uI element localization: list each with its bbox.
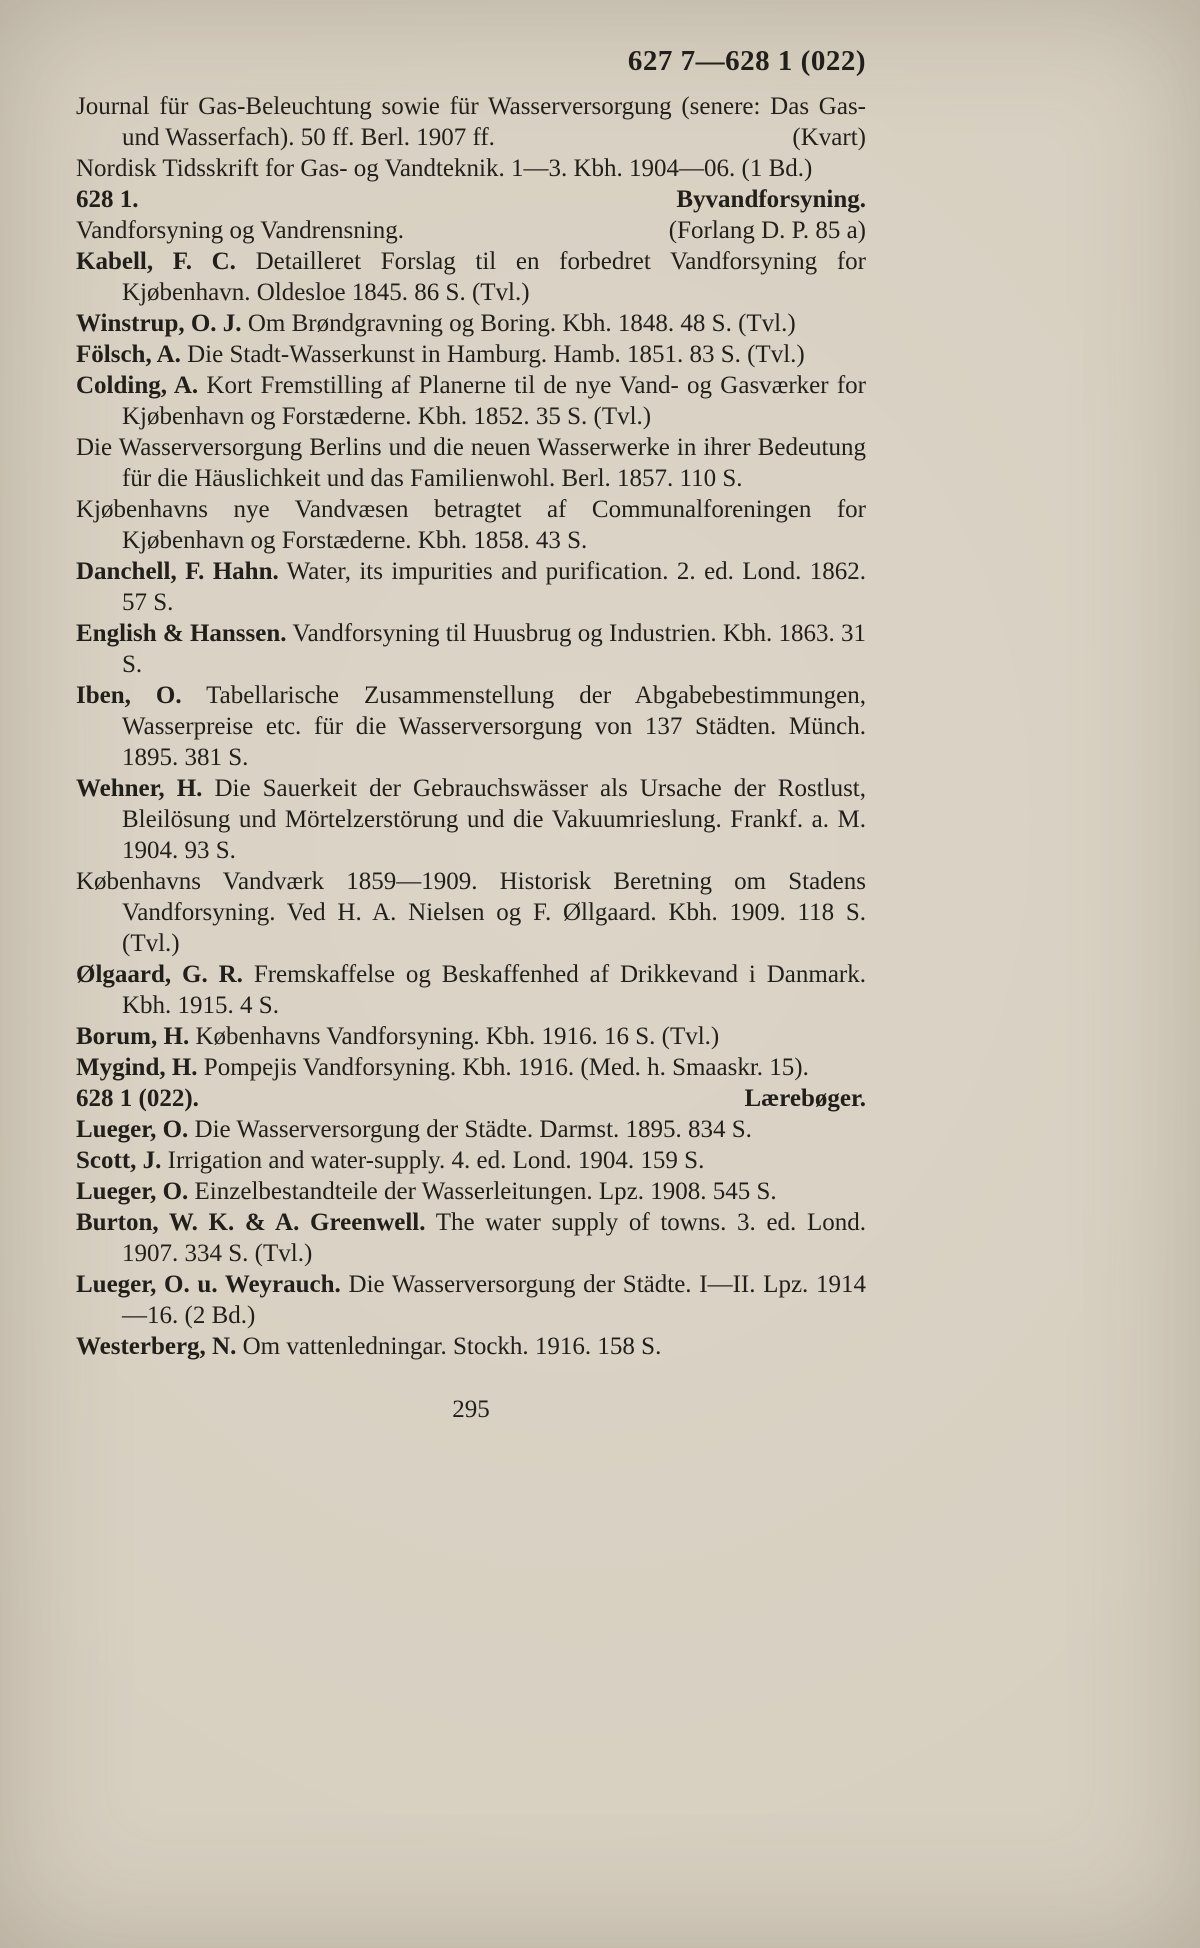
bibliography-entry bbox=[76, 1021, 866, 1052]
entry-text: Detailleret Forslag til en forbedret Vandforsyning for Kjøbenhavn. Oldesloe 1845. 86 S. (Tvl.) bbox=[122, 248, 866, 306]
bibliography-entry bbox=[76, 618, 866, 680]
bibliography-entry bbox=[76, 153, 866, 184]
bibliography-entry bbox=[76, 1269, 866, 1331]
entry-text: Kjøbenhavns nye Vandvæsen betragtet af Communalforeningen for Kjøbenhavn og Forstæderne. Kbh. 1858. 43 S. bbox=[76, 496, 866, 554]
entry-author: Fölsch, A. bbox=[76, 341, 181, 368]
bibliography-entry bbox=[76, 370, 866, 432]
entry-text: Die Sauerkeit der Gebrauchswässer als Ursache der Rostlust, Bleilösung und Mörtelzerstörung und die Vakuumrieslung. Frankf. a. M. 1904. 93 S. bbox=[122, 775, 866, 864]
bibliography-entry bbox=[76, 1176, 866, 1207]
entry-text: Vandforsyning til Huusbrug og Industrien. Kbh. 1863. 31 S. bbox=[122, 620, 866, 678]
section-heading bbox=[76, 1083, 866, 1114]
entry-author: Iben, O. bbox=[76, 682, 182, 709]
section-number: 628 1 (022). bbox=[76, 1085, 199, 1112]
bibliography-entry bbox=[76, 1052, 866, 1083]
entry-tag: (Kvart) bbox=[792, 124, 866, 151]
bibliography-entry bbox=[76, 432, 866, 494]
entry-author: Westerberg, N. bbox=[76, 1333, 237, 1360]
bibliography-entry bbox=[76, 773, 866, 866]
bibliography-entry bbox=[76, 339, 866, 370]
bibliography-list bbox=[76, 91, 866, 1362]
entry-author: Mygind, H. bbox=[76, 1054, 198, 1081]
bibliography-entry bbox=[76, 556, 866, 618]
entry-text: Irrigation and water-supply. 4. ed. Lond. 1904. 159 S. bbox=[161, 1147, 705, 1174]
section-heading bbox=[76, 184, 866, 215]
entry-text: Kort Fremstilling af Planerne til de nye Vand- og Gasværker for Kjøbenhavn og Forstæderne. Kbh. 1852. 35 S. (Tvl.) bbox=[122, 372, 866, 430]
entry-text: Tabellarische Zusammenstellung der Abgabebestimmungen, Wasserpreise etc. für die Wasserversorgung von 137 Städten. Münch. 1895. 381 S. bbox=[122, 682, 866, 771]
entry-author: Kabell, F. C. bbox=[76, 248, 236, 275]
entry-text: Journal für Gas-Beleuchtung sowie für Wasserversorgung (senere: Das Gas- und Wasserfach). 50 ff. Berl. 1907 ff. bbox=[76, 93, 866, 151]
bibliography-entry bbox=[76, 1145, 866, 1176]
bibliography-entry bbox=[76, 1331, 866, 1362]
section-title: Byvandforsyning. bbox=[676, 186, 866, 213]
running-head-classification: 627 7—628 1 (022) bbox=[627, 45, 866, 77]
text-column bbox=[76, 46, 866, 1425]
bibliography-entry bbox=[76, 246, 866, 308]
entry-author: Danchell, F. Hahn. bbox=[76, 558, 279, 585]
page-number: 295 bbox=[452, 1396, 490, 1423]
entry-tag: (Forlang D. P. 85 a) bbox=[668, 217, 866, 244]
bibliography-entry bbox=[76, 308, 866, 339]
bibliography-entry bbox=[76, 866, 866, 959]
entry-text: Om Brøndgravning og Boring. Kbh. 1848. 48 S. (Tvl.) bbox=[241, 310, 796, 337]
bibliography-entry bbox=[76, 959, 866, 1021]
entry-text: Die Stadt-Wasserkunst in Hamburg. Hamb. 1851. 83 S. (Tvl.) bbox=[180, 341, 805, 368]
entry-text: Nordisk Tidsskrift for Gas- og Vandteknik. 1—3. Kbh. 1904—06. (1 Bd.) bbox=[76, 155, 813, 182]
bibliography-entry bbox=[76, 1114, 866, 1145]
entry-author: Lueger, O. bbox=[76, 1116, 189, 1143]
entry-text: Københavns Vandværk 1859—1909. Historisk Beretning om Stadens Vandforsyning. Ved H. A. Nielsen og F. Øllgaard. Kbh. 1909. 118 S. (Tvl.) bbox=[76, 868, 866, 957]
entry-author: Winstrup, O. J. bbox=[76, 310, 242, 337]
bibliography-entry bbox=[76, 215, 866, 246]
entry-text: Pompejis Vandforsyning. Kbh. 1916. (Med. h. Smaaskr. 15). bbox=[197, 1054, 809, 1081]
section-title: Lærebøger. bbox=[744, 1085, 866, 1112]
entry-text: Om vattenledningar. Stockh. 1916. 158 S. bbox=[236, 1333, 662, 1360]
bibliography-entry bbox=[76, 494, 866, 556]
entry-author: Lueger, O. bbox=[76, 1178, 189, 1205]
bibliography-entry bbox=[76, 1207, 866, 1269]
entry-text: Einzelbestandteile der Wasserleitungen. Lpz. 1908. 545 S. bbox=[188, 1178, 777, 1205]
entry-text: Water, its impurities and purification. 2. ed. Lond. 1862. 57 S. bbox=[122, 558, 866, 616]
entry-author: Borum, H. bbox=[76, 1023, 190, 1050]
entry-author: Ølgaard, G. R. bbox=[76, 961, 243, 988]
entry-author: Wehner, H. bbox=[76, 775, 203, 802]
entry-author: Lueger, O. u. Weyrauch. bbox=[76, 1271, 341, 1298]
entry-author: Scott, J. bbox=[76, 1147, 162, 1174]
section-number: 628 1. bbox=[76, 186, 139, 213]
bibliography-entry bbox=[76, 680, 866, 773]
entry-author: English & Hanssen. bbox=[76, 620, 287, 647]
entry-text: The water supply of towns. 3. ed. Lond. 1907. 334 S. (Tvl.) bbox=[122, 1209, 866, 1267]
entry-text: Vandforsyning og Vandrensning. bbox=[76, 217, 404, 244]
entry-text: Fremskaffelse og Beskaffenhed af Drikkevand i Danmark. Kbh. 1915. 4 S. bbox=[122, 961, 866, 1019]
bibliography-entry bbox=[76, 91, 866, 153]
entry-text: Die Wasserversorgung Berlins und die neuen Wasserwerke in ihrer Bedeutung für die Häuslichkeit und das Familienwohl. Berl. 1857. 110 S. bbox=[76, 434, 866, 492]
entry-text: Københavns Vandforsyning. Kbh. 1916. 16 S. (Tvl.) bbox=[189, 1023, 720, 1050]
entry-author: Colding, A. bbox=[76, 372, 199, 399]
entry-text: Die Wasserversorgung der Städte. I—II. Lpz. 1914—16. (2 Bd.) bbox=[122, 1271, 866, 1329]
entry-author: Burton, W. K. & A. Greenwell. bbox=[76, 1209, 426, 1236]
entry-text: Die Wasserversorgung der Städte. Darmst. 1895. 834 S. bbox=[188, 1116, 752, 1143]
